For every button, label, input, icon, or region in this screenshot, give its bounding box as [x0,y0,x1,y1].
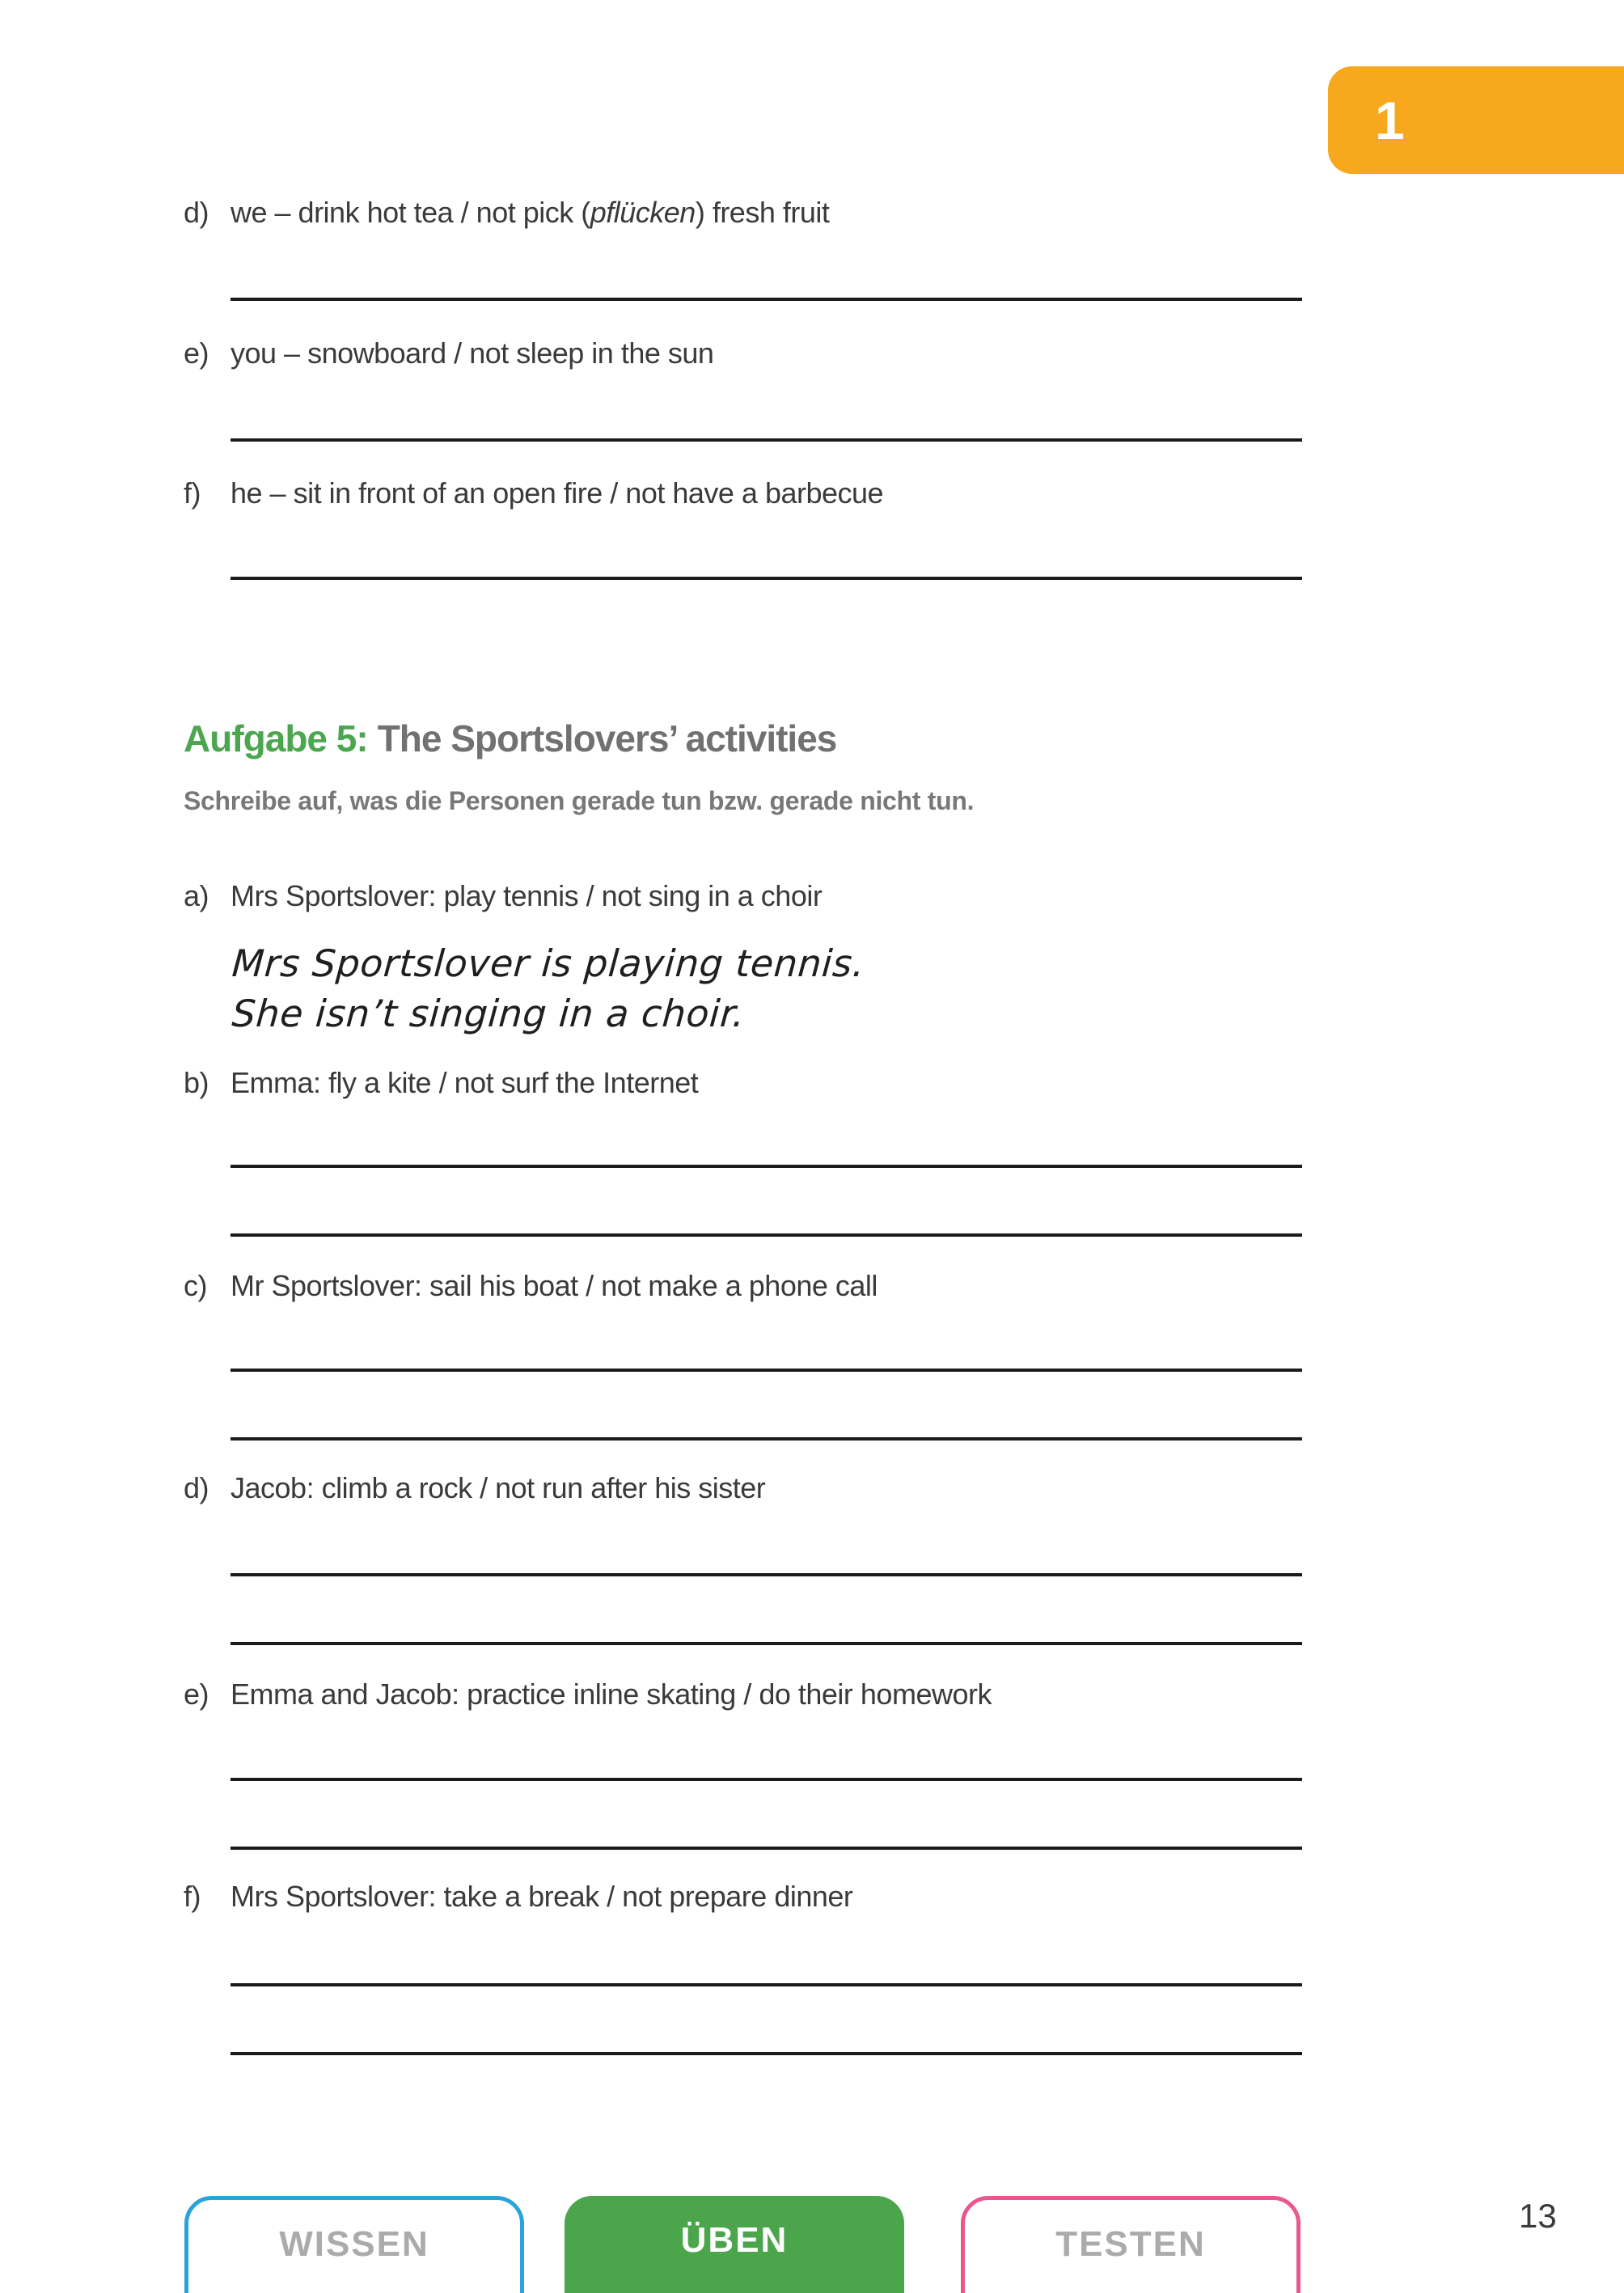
list-item [184,1470,765,1506]
item-text: you – snowboard / not sleep in the sun [230,336,714,370]
item-text-pre: we – drink hot tea / not pick ( [230,196,590,229]
item-text-post: ) fresh fruit [695,196,830,229]
tab-wissen-label: WISSEN [279,2224,429,2264]
answer-line[interactable] [230,1233,1302,1237]
answer-line[interactable] [230,1573,1302,1576]
item-text: Mr Sportslover: sail his boat / not make a phone call [230,1269,878,1302]
tab-testen-label: TESTEN [1055,2224,1206,2264]
exercise-heading [184,717,836,760]
answer-line[interactable] [230,2052,1302,2055]
tab-wissen[interactable] [184,2196,524,2293]
list-item [184,1677,992,1712]
unit-number-tab [1328,66,1624,174]
item-text: Emma and Jacob: practice inline skating / do their homework [230,1677,992,1711]
page-number: 13 [1519,2197,1557,2235]
item-text: Jacob: climb a rock / not run after his sister [230,1471,766,1504]
item-text: Mrs Sportslover: play tennis / not sing in a choir [230,879,823,912]
item-text: Emma: fly a kite / not surf the Internet [230,1066,699,1099]
list-item [184,1065,698,1101]
item-label: b) [184,1066,209,1099]
list-item [184,1268,878,1304]
item-label: c) [184,1269,207,1302]
tab-ueben-label: ÜBEN [680,2220,789,2260]
item-label: a) [184,879,209,912]
item-label: f) [184,1880,201,1913]
list-item [184,476,883,511]
item-label: d) [184,1471,209,1504]
answer-line[interactable] [230,438,1302,442]
exercise-heading-title: The Sportslovers’ activities [377,717,837,759]
answer-line[interactable] [230,1369,1302,1372]
answer-line[interactable] [230,1983,1302,1986]
answer-line[interactable] [230,1165,1302,1168]
exercise-heading-label: Aufgabe 5: [184,717,368,759]
answer-line[interactable] [230,298,1302,301]
tab-testen[interactable] [961,2196,1300,2293]
tab-ueben[interactable] [565,2196,904,2293]
answer-line[interactable] [230,1437,1302,1441]
list-item [184,195,829,231]
item-text [230,195,829,231]
item-text: Mrs Sportslover: take a break / not prepare dinner [230,1880,853,1913]
handwritten-answer-line-1: Mrs Sportslover is playing tennis. [230,941,867,985]
handwritten-answer-line-2: She isn’t singing in a choir. [230,992,746,1035]
list-item [184,878,822,914]
list-item [184,336,713,371]
answer-line[interactable] [230,1778,1302,1781]
list-item [184,1879,852,1914]
answer-line[interactable] [230,1847,1302,1850]
item-text-italic: pflücken [590,196,696,229]
item-text: he – sit in front of an open fire / not have a barbecue [230,476,884,510]
item-label: e) [184,1677,209,1711]
unit-number: 1 [1375,90,1405,150]
item-label: e) [184,336,209,370]
answer-line[interactable] [230,1642,1302,1645]
item-label: d) [184,196,209,229]
answer-line[interactable] [230,577,1302,580]
exercise-instruction: Schreibe auf, was die Personen gerade tun bzw. gerade nicht tun. [184,786,975,815]
item-label: f) [184,476,201,510]
